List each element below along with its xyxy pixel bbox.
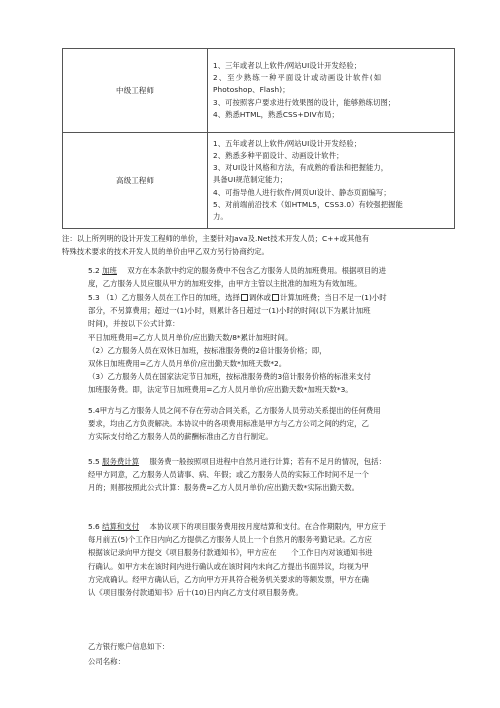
section-title: 结算和支付 bbox=[102, 522, 140, 531]
requirement-item: 力。 bbox=[213, 212, 228, 221]
section-number: 5.5 bbox=[88, 457, 100, 466]
requirement-item: Photoshop、Flash)； bbox=[213, 85, 290, 95]
section-text: 经甲方同意，乙方服务人员请事、病、年假；或乙方服务人员的实际工作时间不足一个 bbox=[88, 470, 369, 480]
section-title: 服务费计算 bbox=[102, 457, 140, 466]
requirement-item: 4、可指导他人进行软件/网页UI设计、静态页面编写； bbox=[213, 187, 391, 197]
section-text: 度，乙方服务人员应服从甲方的加班安排，由甲方主管以主批准的加班为有效加班。 bbox=[88, 279, 362, 289]
section-text: 方实际支付给乙方服务人员的薪酬标准由乙方自行制定。 bbox=[88, 432, 273, 442]
requirement-item: 具备UI规范制定能力； bbox=[213, 175, 288, 185]
table-row bbox=[63, 49, 455, 133]
section-number: 5.4 bbox=[88, 406, 100, 415]
section-text: 时间)，并按以下公式计算： bbox=[88, 319, 180, 329]
section-text: 双方在本条款中约定的服务费中不包含乙方服务人员的加班费用。根据项目的进 bbox=[127, 266, 386, 275]
requirements-cell bbox=[208, 133, 455, 229]
bank-heading: 乙方银行账户信息如下： bbox=[88, 642, 170, 651]
section-number: 5.3 bbox=[88, 293, 100, 302]
section-text: 根据该记录向甲方提交《项目服务付款通知书》，甲方应在 个工作日内对该通知书进 bbox=[88, 548, 373, 558]
role-cell: 高级工程师 bbox=[63, 133, 208, 229]
section-text: 要求，均由乙方负责解决。本协议中的各项费用标准是甲方与乙方公司之间的约定，乙 bbox=[88, 419, 369, 429]
engineer-requirements-table bbox=[62, 48, 455, 229]
checkbox-overtime-pay[interactable] bbox=[272, 294, 279, 301]
formula-line: 加班服务费。即，法定节日加班费用=乙方人员月单价/应出勤天数*加班天数*3。 bbox=[88, 385, 353, 395]
section-number: 5.2 bbox=[88, 266, 100, 275]
section-text: 方完成确认。经甲方确认后，乙方向甲方开具符合税务机关要求的等额发票，甲方在确 bbox=[88, 574, 369, 584]
requirement-item: 3、对UI设计风格和方法，有成熟的看法和把握能力， bbox=[213, 163, 389, 173]
section-text: （1）乙方服务人员在工作日的加班，选择 bbox=[102, 293, 240, 302]
requirement-item: 1、五年或者以上软件/网站UI设计开发经验； bbox=[213, 138, 362, 148]
section-text: 月的；则都按照此公式计算：服务费=乙方人员月单价/应出勤天数*实际出勤天数。 bbox=[88, 483, 360, 493]
section-text: 本协议项下的项目服务费用按月度结算和支付。在合作期限内，甲方应于 bbox=[149, 522, 386, 531]
section-text: （2）乙方服务人员在双休日加班，按标准服务费的2倍计服务价格；即， bbox=[88, 345, 327, 355]
section-number: 5.6 bbox=[88, 522, 100, 531]
section-5-5 bbox=[88, 455, 456, 495]
requirements-cell bbox=[208, 49, 455, 133]
requirement-item: 3、可按照客户要求进行效果图的设计，能够熟练切图； bbox=[213, 97, 396, 107]
requirement-item: 4、熟悉HTML，熟悉CSS+DIV布局； bbox=[213, 109, 339, 119]
requirement-item: 2、熟悉多种平面设计、动画设计软件； bbox=[213, 150, 344, 160]
section-5-4 bbox=[88, 404, 456, 444]
option-label: 调休或 bbox=[248, 293, 272, 302]
company-name-label: 公司名称： bbox=[88, 657, 125, 667]
section-text: 每月前五(5)个工作日内向乙方提供乙方服务人员上一个自然月的服务考勤记录。乙方应 bbox=[88, 535, 372, 545]
section-text: 服务费一般按照项目进程中自然月进行计算；若有不足月的情况，包括： bbox=[149, 457, 386, 466]
table-row bbox=[63, 133, 455, 229]
section-text: 甲方与乙方服务人员之间不存在劳动合同关系，乙方服务人员劳动关系提出的任何费用 bbox=[99, 406, 381, 415]
requirement-item: 1、三年或者以上软件/网站UI设计开发经验； bbox=[213, 60, 362, 70]
note-line: 特殊技术要求的技术开发人员的单价由甲乙双方另行协商约定。 bbox=[62, 247, 269, 257]
formula-line: 双休日加班费用=乙方人员月单价/应出勤天数*加班天数*2。 bbox=[88, 359, 287, 369]
role-cell: 中级工程师 bbox=[63, 49, 208, 133]
note-line: 注：以上所列明的设计开发工程师的单价，主要针对Java及.Net技术开发人员；C++或其他有 bbox=[62, 234, 370, 243]
option-label: 计算加班费；当日不足一(1)小时 bbox=[280, 293, 387, 302]
bank-info bbox=[88, 640, 456, 668]
requirement-item: 5、对前端前沿技术（如HTML5，CSS3.0）有较强把握能 bbox=[213, 199, 403, 209]
requirement-item: 2、至少熟练一种平面设计或动画设计软件(如 bbox=[213, 73, 383, 83]
section-text: 认《项目服务付款通知书》后十(10)日内向乙方支付项目服务费。 bbox=[88, 588, 303, 598]
pricing-note bbox=[62, 232, 462, 258]
section-title: 加班 bbox=[102, 266, 117, 275]
section-text: 行确认。如甲方未在该时间内进行确认或在该时间内未向乙方提出书面异议，均视为甲 bbox=[88, 561, 369, 571]
section-text: （3）乙方服务人员在国家法定节日加班，按标准服务费的3倍计服务价格的标准来支付 bbox=[88, 372, 371, 382]
section-5-6 bbox=[88, 520, 456, 599]
section-5-3 bbox=[88, 291, 456, 397]
checkbox-compensatory-leave[interactable] bbox=[241, 294, 248, 301]
section-text: 部分，不另算费用；超过一(1)小时，则累计各日超过一(1)小时的时间(以下为累计加班 bbox=[88, 306, 371, 316]
formula-line: 平日加班费用=乙方人员月单价/应出勤天数/8*累计加班时间。 bbox=[88, 332, 293, 342]
section-5-2 bbox=[88, 264, 456, 290]
